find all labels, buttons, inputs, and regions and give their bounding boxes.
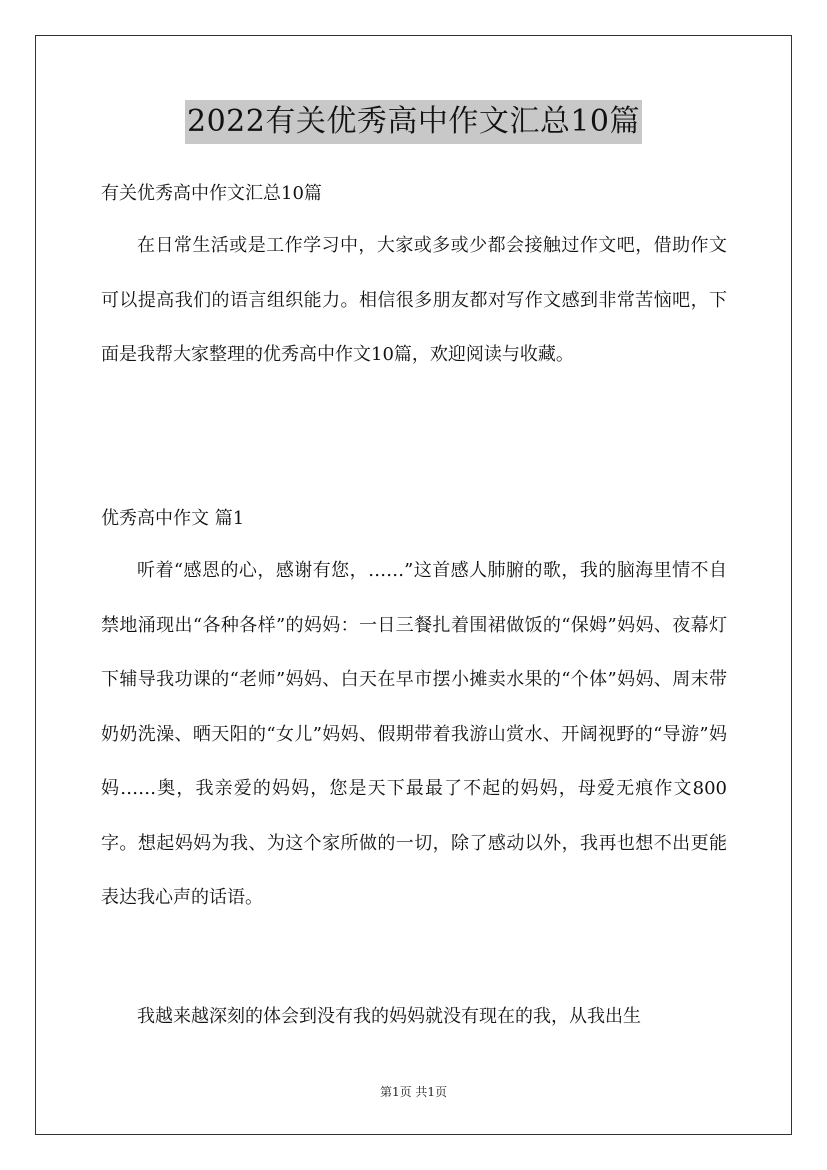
title-container xyxy=(0,100,827,144)
essay-paragraph-2: 我越来越深刻的体会到没有我的妈妈就没有现在的我，从我出生 xyxy=(137,1006,641,1027)
page-footer: 第1页 共1页 xyxy=(379,1085,448,1099)
document-subtitle: 有关优秀高中作文汇总10篇 xyxy=(101,183,322,204)
essay-paragraph-1: 听着“感恩的心，感谢有您，……”这首感人肺腑的歌，我的脑海里情不自禁地涌现出“各种各样”的妈妈：一日三餐扎着围裙做饭的“保姆”妈妈、夜幕灯下辅导我功课的“老师”妈妈、白天在早市摆小摊卖水果的“个体”妈妈、周末带奶奶洗澡、晒天阳的“女儿”妈妈、假期带着我游山赏水、开阔视野的“导游”妈妈……奥，我亲爱的妈妈，您是天下最最了不起的妈妈，母爱无痕作文800字。想起妈妈为我、为这个家所做的一切，除了感动以外，我再也想不出更能表达我心声的话语。 xyxy=(101,560,727,908)
section-heading: 优秀高中作文 篇1 xyxy=(101,508,245,529)
document-title: 2022有关优秀高中作文汇总10篇 xyxy=(185,100,642,144)
intro-paragraph: 在日常生活或是工作学习中，大家或多或少都会接触过作文吧，借助作文可以提高我们的语言组织能力。相信很多朋友都对写作文感到非常苦恼吧，下面是我帮大家整理的优秀高中作文10篇，欢迎阅读与收藏。 xyxy=(101,235,727,365)
